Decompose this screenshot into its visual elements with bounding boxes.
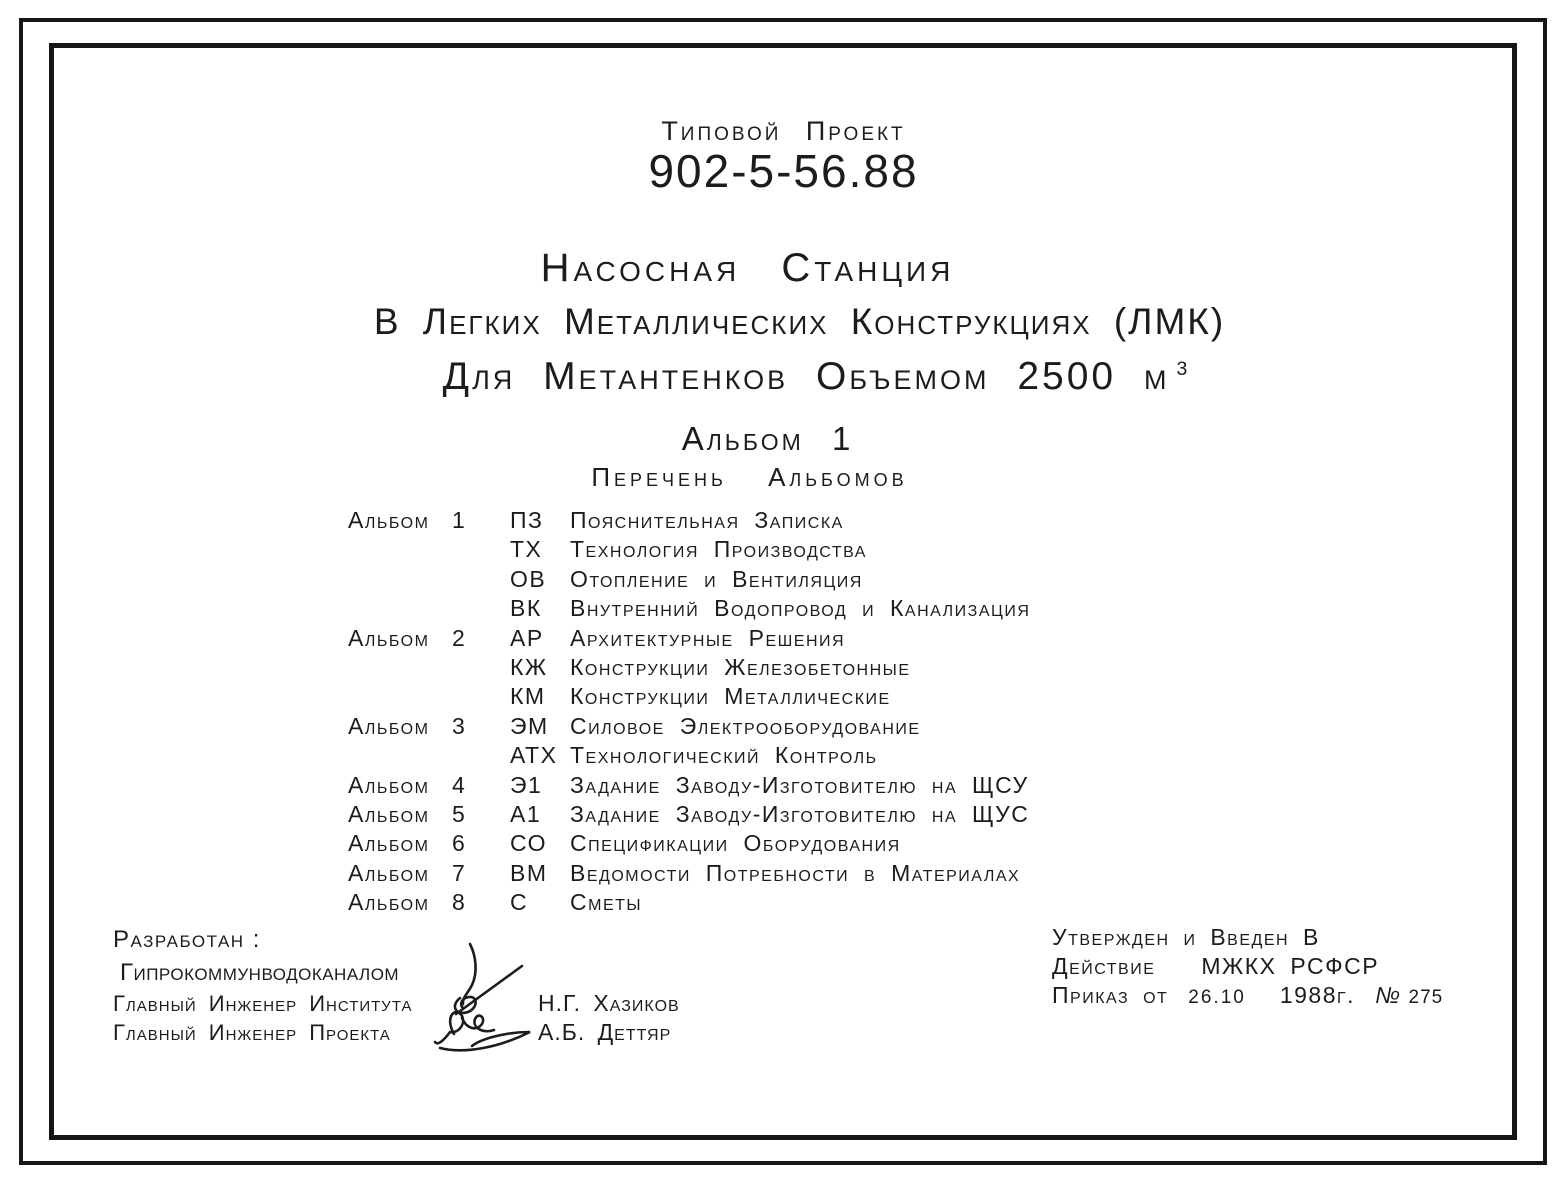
album-label: Альбом [348, 712, 430, 739]
section-title: Конструкции Железобетонные [570, 653, 911, 680]
section-code: ТХ [510, 536, 543, 563]
approval-line-1 [1052, 924, 1443, 953]
order-number: 275 [1408, 987, 1444, 1008]
section-code: СО [510, 830, 547, 857]
section-title: Технология Производства [570, 536, 867, 563]
album-list-row [348, 830, 1178, 859]
section-code: С [510, 889, 529, 916]
album-list-row [348, 860, 1178, 889]
album-number: 2 [452, 624, 467, 651]
album-number: 3 [452, 712, 467, 739]
section-code: ВМ [510, 859, 548, 886]
document-type: Типовой Проект [661, 116, 906, 146]
album-number: 6 [452, 830, 467, 857]
album-list-heading: Перечень Альбомов [591, 462, 908, 492]
developed-by-label: Разработан : [113, 926, 261, 953]
section-code: ЭМ [510, 712, 549, 739]
section-title: Технологический Контроль [570, 742, 878, 769]
order-label: Приказ от [1052, 982, 1169, 1008]
section-title: Ведомости Потребности в Материалах [570, 859, 1021, 886]
developer-organization: Гипрокоммунводоканалом [120, 959, 400, 986]
album-list-row [348, 566, 1178, 595]
approval-block [1052, 924, 1443, 1011]
number-sign: № [1375, 982, 1402, 1008]
album-list-row [348, 889, 1178, 918]
approval-action-label: Действие [1052, 953, 1156, 979]
section-title: Задание Заводу-Изготовителю на ЩСУ [570, 771, 1029, 798]
section-code: КЖ [510, 653, 548, 680]
section-code: ПЗ [510, 507, 544, 533]
section-code: А1 [510, 800, 542, 827]
album-label: Альбом [348, 507, 430, 533]
album-list-row [348, 683, 1178, 712]
signatory-name: Н.Г. Хазиков [538, 990, 680, 1016]
approval-line-2 [1052, 953, 1443, 982]
album-label: Альбом [348, 830, 430, 857]
album-number: 4 [452, 771, 467, 798]
developed-by-block [113, 926, 680, 1048]
signatory-row [113, 990, 680, 1019]
approval-authority: МЖКХ РСФСР [1201, 953, 1380, 979]
title-line-1: Насосная Станция [540, 246, 955, 290]
signatory-row [113, 1019, 680, 1048]
album-number: 8 [452, 889, 467, 916]
album-number: 7 [452, 859, 467, 886]
section-title: Конструкции Металлические [570, 683, 891, 710]
section-code: ОВ [510, 565, 547, 592]
signatory-name: А.Б. Деттяр [538, 1019, 672, 1045]
album-heading: Альбом 1 [681, 420, 854, 457]
cubic-meter-superscript: 3 [1176, 358, 1191, 380]
section-code: АТХ [510, 742, 558, 769]
section-title: Силовое Электрооборудование [570, 712, 921, 739]
album-label: Альбом [348, 624, 430, 651]
approval-text-1: Утвержден и Введен В [1052, 924, 1320, 950]
album-number: 5 [452, 800, 467, 827]
album-list-row [348, 625, 1178, 654]
album-label: Альбом [348, 889, 430, 916]
album-list-row [348, 507, 1178, 536]
project-number: 902-5-56.88 [648, 145, 919, 197]
section-code: Э1 [510, 771, 543, 798]
section-title: Архитектурные Решения [570, 624, 846, 651]
signature-chief-project-engineer [430, 1004, 538, 1056]
title-line-2: В Легких Металлических Конструкциях (ЛМК) [373, 301, 1226, 342]
album-list-row [348, 801, 1178, 830]
section-title: Отопление и Вентиляция [570, 565, 863, 592]
section-title: Спецификации Оборудования [570, 830, 901, 857]
album-label: Альбом [348, 800, 430, 827]
album-label: Альбом [348, 771, 430, 798]
section-code: ВК [510, 595, 542, 622]
album-list-row [348, 536, 1178, 565]
section-code: КМ [510, 683, 546, 710]
album-list-row [348, 654, 1178, 683]
album-list-row [348, 772, 1178, 801]
album-number: 1 [452, 507, 467, 533]
section-title: Сметы [570, 889, 643, 916]
section-title: Задание Заводу-Изготовителю на ЩУС [570, 800, 1030, 827]
order-year: 1988г. [1279, 982, 1356, 1008]
signatory-role: Главный Инженер Института [113, 991, 413, 1016]
album-list-row [348, 595, 1178, 624]
section-title: Внутренний Водопровод и Канализация [570, 595, 1031, 622]
albums-list [348, 507, 1178, 918]
signatory-role: Главный Инженер Проекта [113, 1020, 391, 1045]
title-line-3-text: Для Метантенков Объемом 2500 м [442, 355, 1170, 398]
album-list-row [348, 713, 1178, 742]
approval-line-3 [1052, 982, 1443, 1011]
section-title: Пояснительная Записка [570, 507, 844, 533]
album-label: Альбом [348, 859, 430, 886]
album-list-row [348, 742, 1178, 771]
order-date: 26.10 [1188, 987, 1246, 1008]
section-code: АР [510, 624, 544, 651]
title-line-3 [33, 355, 1567, 399]
